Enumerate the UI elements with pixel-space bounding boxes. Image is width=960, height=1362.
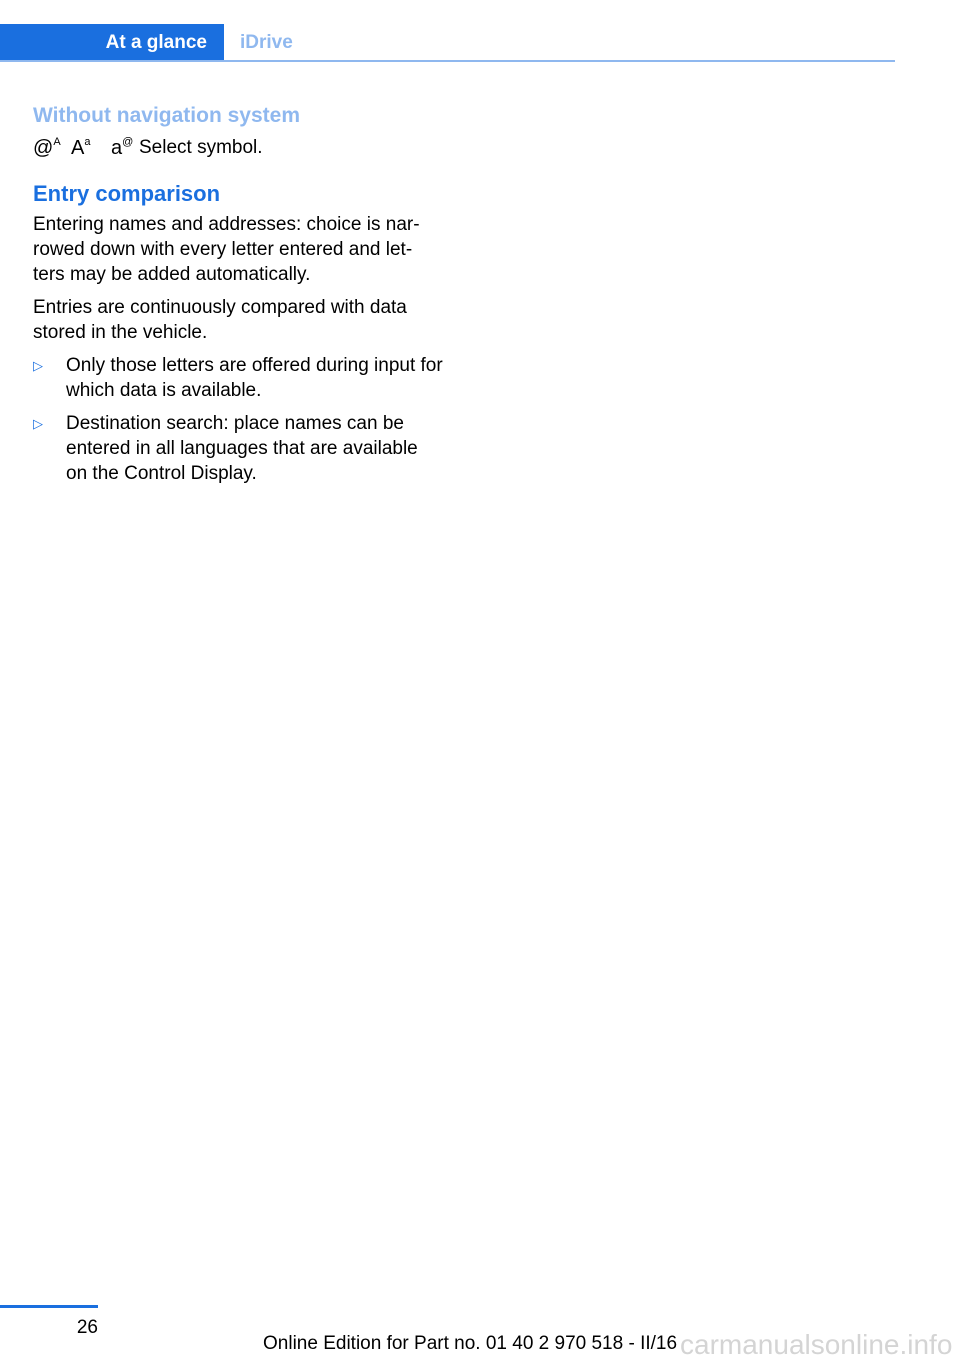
uppercase-symbol-main: A: [71, 137, 85, 159]
at-symbol-main: @: [33, 137, 54, 159]
tab-idrive[interactable]: iDrive: [240, 32, 293, 53]
paragraph: Entering names and addresses: choice is nar‐ rowed down with every letter entered and let‐ ters may be added automatically.: [33, 214, 420, 285]
list-item-text: Destination search: place names can be entered in all languages that are available on the Control Display.: [66, 413, 418, 484]
uppercase-symbol-sup: a: [84, 136, 91, 148]
at-symbol-sup: A: [53, 136, 61, 148]
edition-info: Online Edition for Part no. 01 40 2 970 518 - II/16: [263, 1333, 678, 1354]
page-content: [33, 102, 443, 494]
bullet-list: [33, 353, 443, 486]
tab-at-a-glance[interactable]: At a glance: [0, 24, 224, 62]
list-item: [33, 353, 443, 403]
page-header: [0, 24, 895, 62]
triangle-bullet-icon: ▷: [33, 358, 43, 373]
paragraph: Entries are continuously compared with data stored in the vehicle.: [33, 297, 407, 343]
list-item-text: Only those letters are offered during input for which data is available.: [66, 355, 443, 401]
header-divider: [0, 60, 895, 62]
entry-comparison-heading: Entry comparison: [33, 181, 221, 206]
select-symbol-text: Select symbol.: [139, 137, 263, 158]
list-item: [33, 411, 443, 486]
page-number: 26: [76, 1317, 98, 1338]
lowercase-symbol-main: a: [111, 137, 123, 159]
lowercase-symbol-sup: @: [122, 136, 134, 148]
footer-divider: [0, 1305, 98, 1308]
symbol-row: [33, 134, 443, 162]
without-navigation-heading: Without navigation system: [33, 104, 301, 127]
lowercase-symbol-icon: [111, 134, 139, 162]
uppercase-symbol-icon: [71, 134, 111, 162]
triangle-bullet-icon: ▷: [33, 416, 43, 431]
at-symbol-icon: [33, 134, 71, 162]
watermark: carmanualsonline.info: [680, 1329, 953, 1360]
